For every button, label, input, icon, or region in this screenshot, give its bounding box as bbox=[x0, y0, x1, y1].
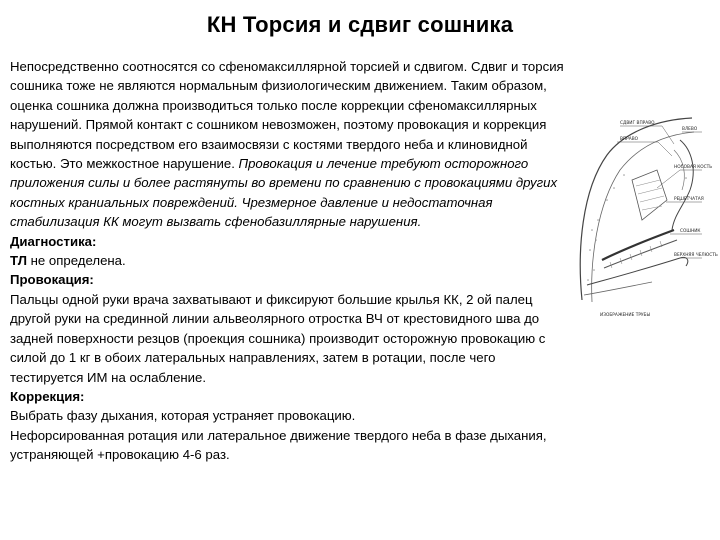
provocation-heading: Провокация: bbox=[10, 272, 94, 288]
page-title: КН Торсия и сдвиг сошника bbox=[206, 12, 514, 37]
figure-label-1: ВПРАВО bbox=[620, 137, 639, 142]
figure-label-0: СДВИГ ВПРАВО bbox=[620, 121, 655, 126]
figure-label-2: ВЛЕВО bbox=[682, 127, 698, 132]
anatomical-illustration bbox=[562, 110, 718, 320]
figure-label-5: СОШНИК bbox=[680, 229, 701, 234]
correction-line-1: Выбрать фазу дыхания, которая устраняет провокацию. bbox=[10, 408, 356, 424]
correction-heading: Коррекция: bbox=[10, 388, 85, 404]
tl-line bbox=[10, 251, 570, 270]
main-text bbox=[10, 57, 570, 465]
figure-label-6: ВЕРХНЯЯ ЧЕЛЮСТЬ bbox=[674, 253, 718, 258]
intro-plain-text: Непосредственно соотносятся со сфеномаксиллярной торсией и сдвигом. Сдвиг и торсия сошника тоже не являются нормальным физиологическим движением. Таким образом, оценка сошника должна производиться только после коррекции сфеномаксиллярных нарушений. Прямой контакт с сошником невозможен, поэтому провокация и коррекция выполняются посредством его взаимосвязи с костями твердого неба и клиновидной костью. Это межкостное нарушение. bbox=[10, 59, 564, 172]
provocation-text: Пальцы одной руки врача захватывают и фиксируют большие крылья КК, 2 ой палец другой руки на срединной линии альвеолярного отростка ВЧ от крестовидного шва до задней поверхности резцов (проекция сошника) производит осторожную провокацию с силой до 1 кг в обоих латеральных направлениях, затем в ротации, после чего тестируется ИМ на ослабление. bbox=[10, 291, 546, 385]
intro-paragraph bbox=[10, 57, 570, 232]
tl-label: ТЛ bbox=[10, 253, 27, 269]
figure-label-4: РЕШЕТЧАТАЯ bbox=[674, 197, 704, 202]
skull-section-drawing bbox=[562, 110, 718, 320]
figure-label-3: НОСОВАЯ КОСТЬ bbox=[674, 165, 713, 170]
tl-text: не определена. bbox=[26, 253, 126, 269]
figure-caption: ИЗОБРАЖЕНИЕ ТРУБЫ bbox=[600, 313, 651, 318]
diagnostics-heading: Диагностика: bbox=[10, 233, 97, 249]
intro-italic-text: Провокация и лечение требуют осторожного приложения силы и более растянуты во времени по сравнению с провокациями других костных краниальных повреждений. Чрезмерное давление и недостаточная стабилизация КК могут вызвать сфенобазиллярные нарушения. bbox=[10, 156, 558, 230]
correction-line-2: Нефорсированная ротация или латеральное движение твердого неба в фазе дыхания, устраняющей +провокацию 4-6 раз. bbox=[10, 427, 547, 463]
